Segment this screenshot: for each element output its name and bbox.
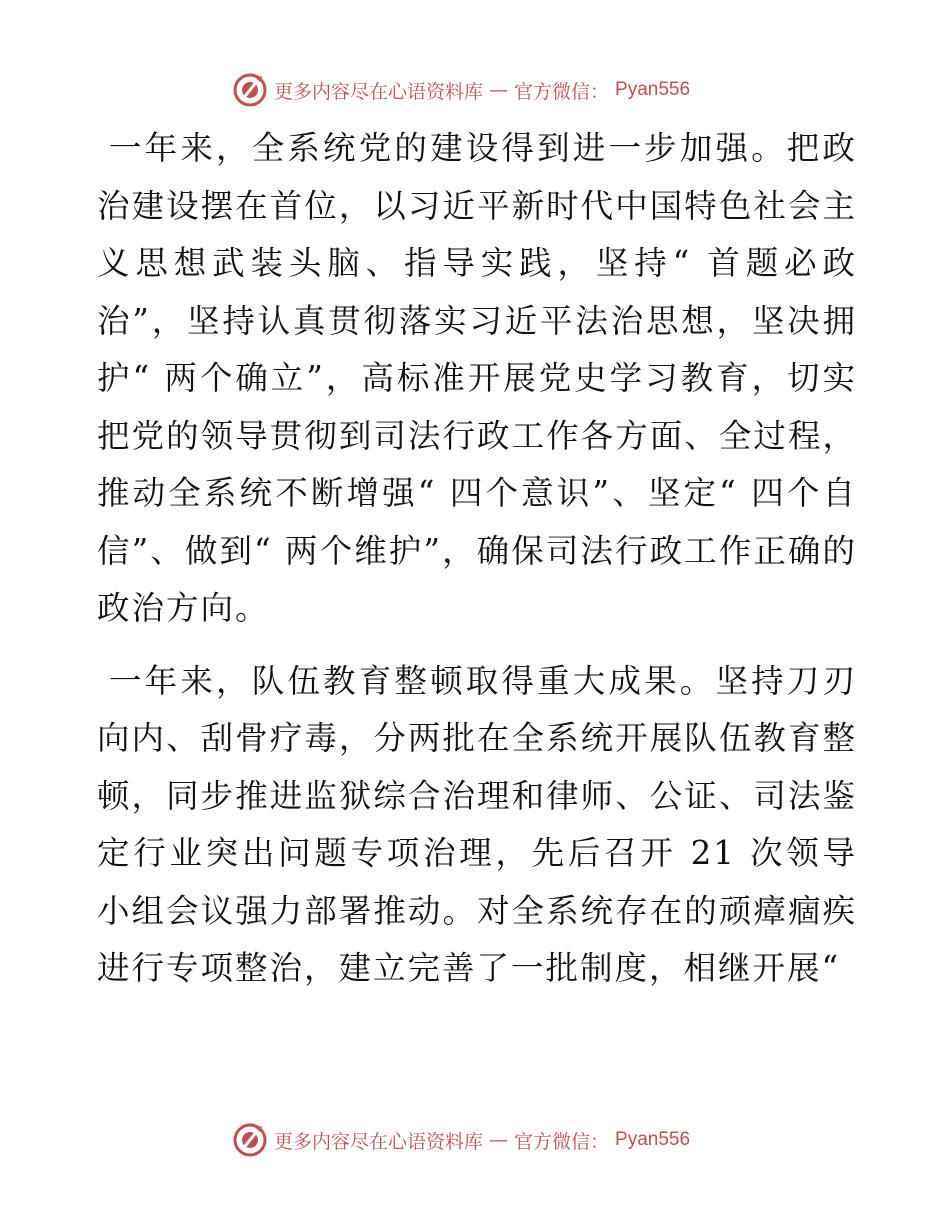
wechat-label: 官方微信： (514, 1130, 610, 1153)
separator: — (489, 1129, 509, 1151)
logo-icon (232, 72, 268, 108)
separator: — (489, 79, 509, 101)
paragraph-1: 一年来，全系统党的建设得到进一步加强。把政治建设摆在首位，以习近平新时代中国特色社会主义思想武装头脑、指导实践，坚持“ 首题必政治”，坚持认真贯彻落实习近平法治思想，坚决拥护“ 两个确立”，高标准开展党史学习教育，切实把党的领导贯彻到司法行政工作各方面、全过程，推动全系统不断增强“ 四个意识”、坚定“ 四个自信”、做到“ 两个维护”，确保司法行政工作正确的政治方向。 (97, 129, 857, 627)
footer-watermark (232, 1120, 752, 1160)
wechat-id: Pyan556 (615, 1129, 691, 1150)
header-watermark (232, 70, 752, 110)
paragraph-2: 一年来，队伍教育整顿取得重大成果。坚持刀刃向内、刮骨疗毒，分两批在全系统开展队伍教育整顿，同步推进监狱综合治理和律师、公证、司法鉴定行业突出问题专项治理，先后召开 21 次领导小组会议强力部署推动。对全系统存在的顽瘴痼疾进行专项整治，建立完善了一批制度，相继开展“ (97, 661, 857, 987)
wechat-id: Pyan556 (615, 79, 691, 100)
logo-icon (232, 1122, 268, 1158)
site-text: 更多内容尽在心语资料库 (274, 80, 484, 103)
body-text (97, 120, 857, 998)
wechat-label: 官方微信： (514, 80, 610, 103)
site-text: 更多内容尽在心语资料库 (274, 1130, 484, 1153)
